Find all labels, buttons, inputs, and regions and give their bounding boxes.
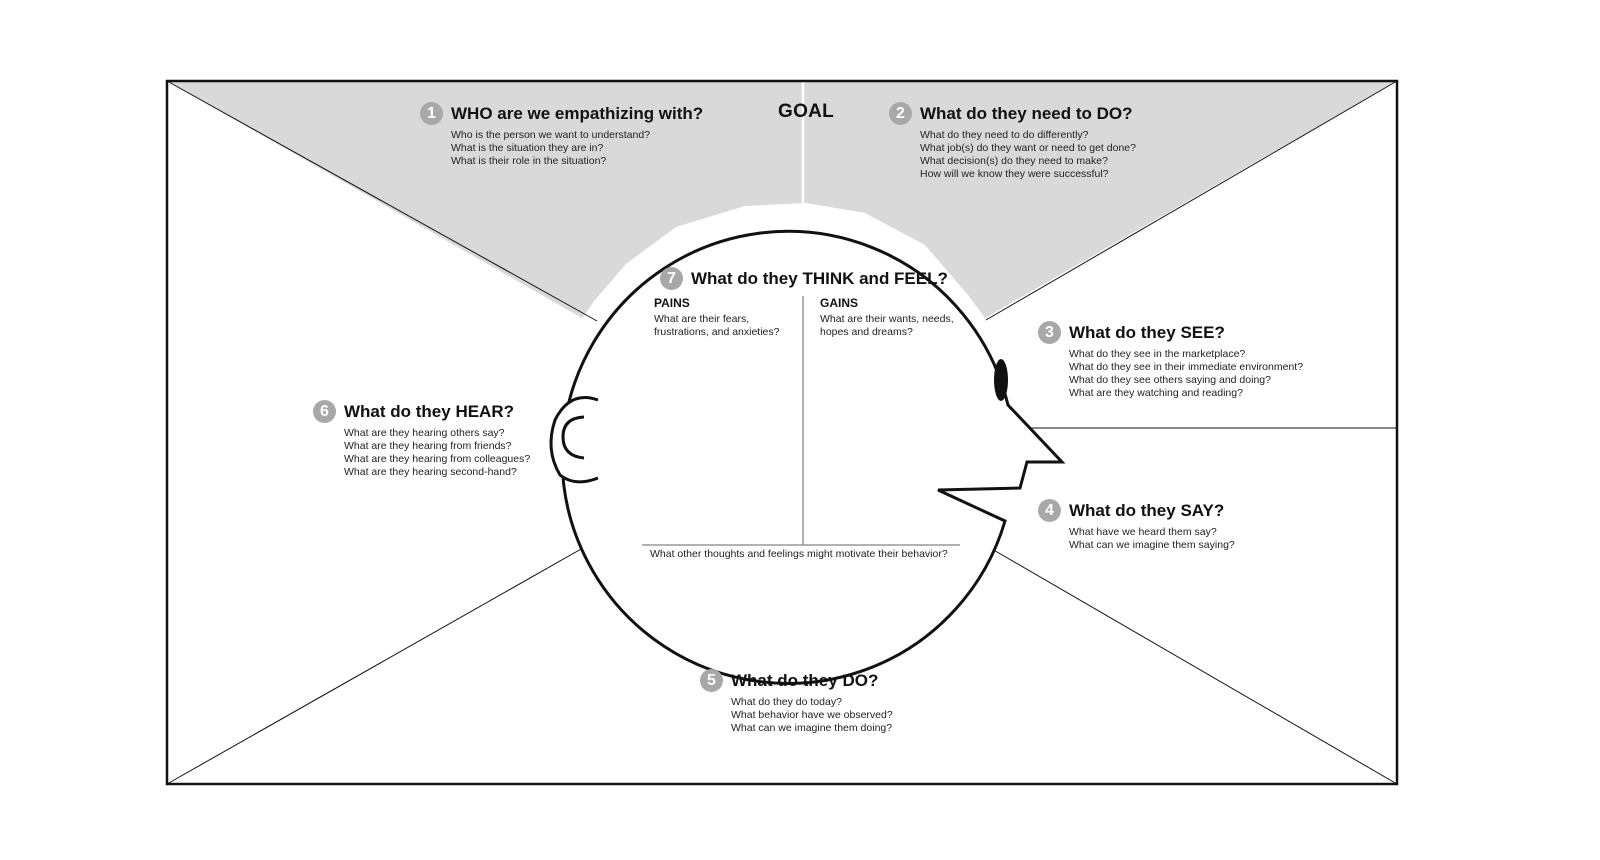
question-item: What is their role in the situation? bbox=[451, 155, 607, 167]
question-item: What can we imagine them saying? bbox=[1069, 539, 1235, 551]
goal-label: GOAL bbox=[778, 101, 835, 122]
question-item: What do they see others saying and doing? bbox=[1069, 374, 1271, 386]
section-hear bbox=[313, 400, 530, 479]
section-number-badge: 6 bbox=[313, 400, 336, 423]
question-item: What do they see in their immediate environment? bbox=[1069, 361, 1304, 373]
section-title: What do they need to DO? bbox=[920, 103, 1133, 123]
question-item: What job(s) do they want or need to get done? bbox=[920, 142, 1136, 154]
question-item: How will we know they were successful? bbox=[920, 168, 1109, 180]
section-do bbox=[700, 669, 893, 735]
question-item: What are they hearing from friends? bbox=[344, 440, 512, 452]
section-number-badge: 7 bbox=[660, 267, 683, 290]
question-item: Who is the person we want to understand? bbox=[451, 129, 651, 141]
gains-title: GAINS bbox=[820, 296, 859, 310]
ear-icon bbox=[551, 398, 598, 482]
diagonal-bottom-right bbox=[985, 545, 1397, 784]
section-number-badge: 3 bbox=[1038, 321, 1061, 344]
question-item: What can we imagine them doing? bbox=[731, 722, 893, 734]
question-item: What have we heard them say? bbox=[1069, 526, 1217, 538]
section-title: What do they SEE? bbox=[1069, 322, 1225, 342]
question-item: What are they hearing from colleagues? bbox=[344, 453, 531, 465]
section-number-badge: 5 bbox=[700, 669, 723, 692]
section-think-feel bbox=[660, 267, 948, 290]
question-item: What do they do today? bbox=[731, 696, 842, 708]
eye-icon bbox=[994, 359, 1008, 401]
think-feel-footer: What other thoughts and feelings might motivate their behavior? bbox=[650, 548, 948, 560]
section-title: What do they THINK and FEEL? bbox=[691, 268, 948, 288]
section-title: What do they HEAR? bbox=[344, 401, 514, 421]
question-item: What decision(s) do they need to make? bbox=[920, 155, 1108, 167]
question-item: What are they hearing others say? bbox=[344, 427, 505, 439]
section-title: What do they SAY? bbox=[1069, 500, 1225, 520]
section-see bbox=[1038, 321, 1303, 400]
section-title: WHO are we empathizing with? bbox=[451, 103, 704, 123]
section-number-badge: 2 bbox=[889, 102, 912, 125]
question-item: What are they hearing second-hand? bbox=[344, 466, 517, 478]
pains-block bbox=[654, 296, 794, 339]
question-item: What is the situation they are in? bbox=[451, 142, 604, 154]
question-item: What behavior have we observed? bbox=[731, 709, 893, 721]
section-number-badge: 4 bbox=[1038, 499, 1061, 522]
question-item: What are they watching and reading? bbox=[1069, 387, 1243, 399]
diagonal-bottom-left bbox=[167, 540, 597, 784]
gains-block bbox=[820, 296, 960, 339]
section-need-to-do bbox=[889, 102, 1136, 181]
pains-title: PAINS bbox=[654, 296, 690, 310]
section-number-badge: 1 bbox=[420, 102, 443, 125]
section-say bbox=[1038, 499, 1235, 552]
question-item: What do they see in the marketplace? bbox=[1069, 348, 1246, 360]
gains-text: What are their wants, needs, hopes and dreams? bbox=[820, 313, 954, 338]
pains-text: What are their fears, frustrations, and anxieties? bbox=[654, 313, 780, 338]
question-item: What do they need to do differently? bbox=[920, 129, 1089, 141]
section-who bbox=[420, 102, 703, 168]
section-title: What do they DO? bbox=[731, 670, 879, 690]
